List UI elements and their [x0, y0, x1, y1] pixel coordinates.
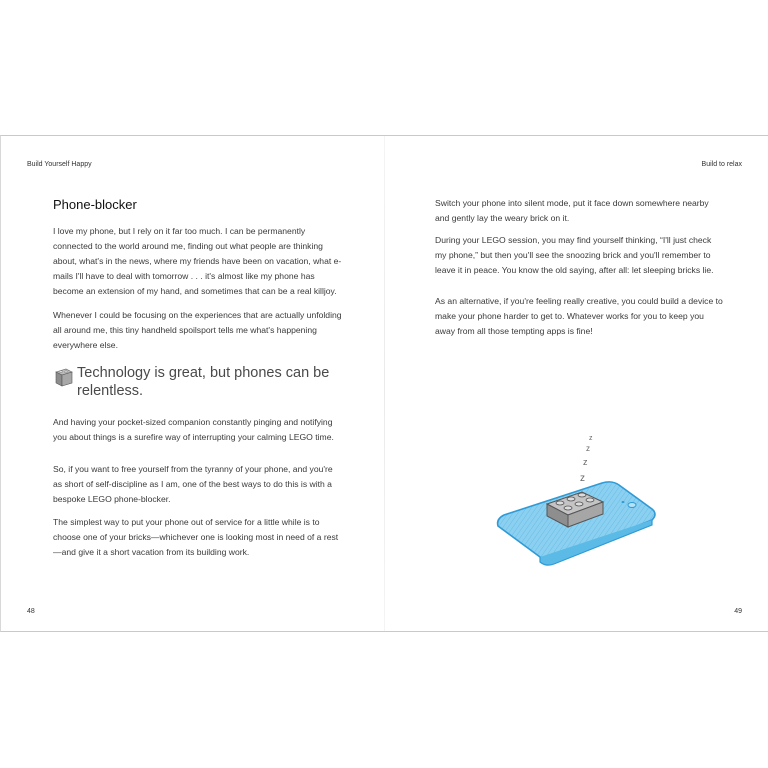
page-number-right: 49: [734, 608, 742, 615]
left-page: [1, 136, 384, 631]
book-spread: [0, 135, 768, 632]
paragraph-right-2: During your LEGO session, you may find yourself thinking, “I'll just check my phone,” but then you'll see the snoozing brick and you'll remember to leave it in peace. You know the old saying, after all: let sleeping bricks lie.: [435, 235, 714, 275]
paragraph-3: And having your pocket-sized companion constantly pinging and notifying you about things is a surefire way of interrupting your calming LEGO time.: [53, 417, 334, 442]
running-head-right: Build to relax: [701, 161, 742, 168]
snore-z-3: z: [586, 444, 590, 453]
paragraph-2: Whenever I could be focusing on the experiences that are actually unfolding all around me, this tiny handheld spoilsport tells me what's happening everywhere else.: [53, 310, 342, 350]
sleeping-brick-illustration: [492, 431, 662, 571]
paragraph-4: So, if you want to free yourself from the tyranny of your phone, and you're as short of self-discipline as I am, one of the best ways to do this is with a bespoke LEGO phone-blocker.: [53, 464, 333, 504]
lego-brick-icon: [55, 367, 73, 387]
paragraph-1: I love my phone, but I rely on it far too much. I can be permanently connected to the world around me, finding out what people are thinking about, what's in the news, where my friends have been on vacation, what e-mails I'll have to deal with tomorrow . . . it's almost like my phone has become an extension of my hand, and sometimes that can be a real killjoy.: [53, 226, 342, 296]
paragraph-right-1: Switch your phone into silent mode, put it face down somewhere nearby and gently lay the weary brick on it.: [435, 198, 709, 223]
paragraph-right-3: As an alternative, if you're feeling really creative, you could build a device to make your phone harder to get to. Whatever works for you to keep you away from all those tempting apps is fine!: [435, 296, 723, 336]
snore-z-2: z: [583, 457, 588, 467]
page-title: Phone-blocker: [53, 197, 137, 212]
page-number-left: 48: [27, 608, 35, 615]
right-page: [385, 136, 768, 631]
running-head-left: Build Yourself Happy: [27, 161, 92, 168]
snore-z-1: z: [580, 473, 585, 484]
paragraph-5: The simplest way to put your phone out of service for a little while is to choose one of your bricks—whichever one is looking most in need of a rest—and give it a short vacation from its building work.: [53, 517, 339, 557]
snore-z-4: z: [589, 435, 593, 442]
pull-quote-text: Technology is great, but phones can be relentless.: [77, 365, 330, 399]
snore-letters: [580, 435, 593, 484]
